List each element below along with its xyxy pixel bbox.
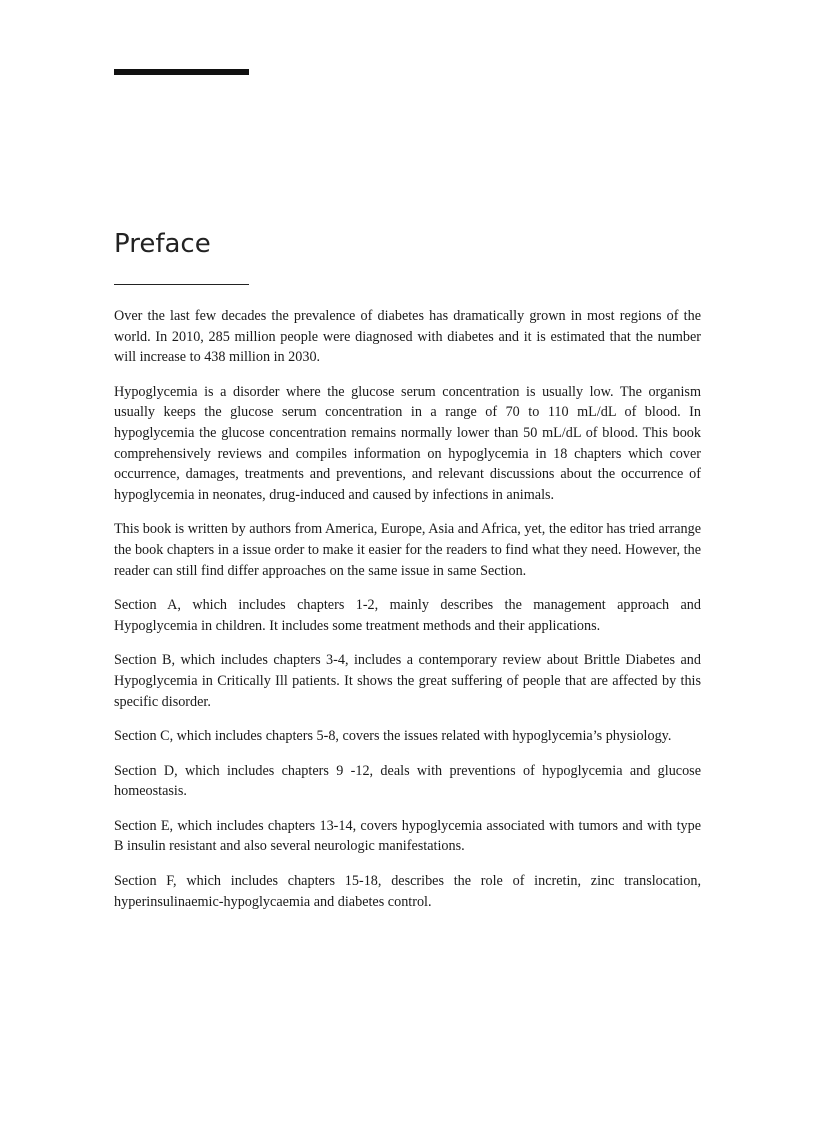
paragraph-authors: This book is written by authors from America, Europe, Asia and Africa, yet, the editor has tried arrange the book chapters in a issue order to make it easier for the readers to find what they need. However, the reader can still find differ approaches on the same issue in same Section.	[114, 521, 701, 579]
paragraph-section-a: Section A, which includes chapters 1-2, mainly describes the management approach and Hypoglycemia in children. It includes some treatment methods and their applications.	[114, 597, 701, 634]
paragraph-section-f: Section F, which includes chapters 15-18, describes the role of incretin, zinc translocation, hyperinsulinaemic-hypoglycaemia and diabetes control.	[114, 873, 701, 910]
paragraph-hypoglycemia: Hypoglycemia is a disorder where the glucose serum concentration is usually low. The organism usually keeps the glucose serum concentration in a range of 70 to 110 mL/dL of blood. In hypoglycemia the glucose concentration remains normally lower than 50 mL/dL of blood. This book comprehensively reviews and compiles information on hypoglycemia in 18 chapters which cover occurrence, damages, treatments and preventions, and relevant discussions about the occurrence of hypoglycemia in neonates, drug-induced and caused by infections in animals.	[114, 383, 701, 503]
title-underline	[114, 284, 249, 285]
paragraph-section-d: Section D, which includes chapters 9 -12, deals with preventions of hypoglycemia and glucose homeostasis.	[114, 762, 701, 800]
paragraph-section-e: Section E, which includes chapters 13-14, covers hypoglycemia associated with tumors and with type B insulin resistant and also several neurologic manifestations.	[114, 817, 701, 855]
top-decorative-rule	[114, 69, 249, 75]
paragraph-intro: Over the last few decades the prevalence of diabetes has dramatically grown in most regions of the world. In 2010, 285 million people were diagnosed with diabetes and it is estimated that the number will increase to 438 million in 2030.	[114, 308, 701, 366]
page-title: Preface	[114, 229, 211, 259]
paragraph-section-c: Section C, which includes chapters 5-8, covers the issues related with hypoglycemia’s physiology.	[114, 728, 672, 745]
paragraph-section-b: Section B, which includes chapters 3-4, includes a contemporary review about Brittle Diabetes and Hypoglycemia in Critically Ill patients. It shows the great suffering of people that are affected by this specific disorder.	[114, 652, 701, 710]
preface-body	[114, 306, 701, 926]
